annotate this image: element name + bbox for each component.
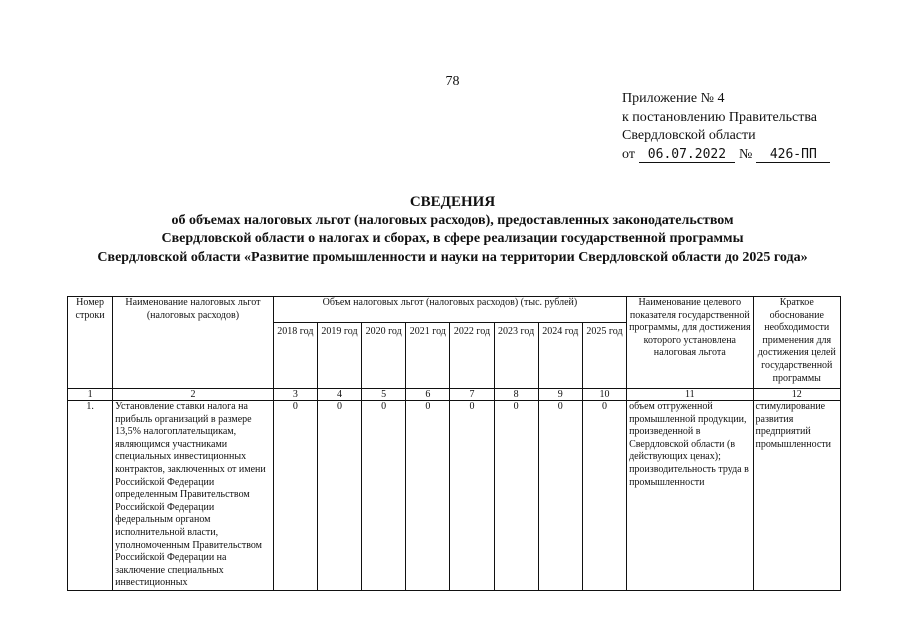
column-number-row: [68, 389, 841, 401]
header-year: 2021 год: [406, 323, 450, 389]
column-number: 4: [317, 389, 361, 401]
title-line-3: Свердловской области о налогах и сборах, в сфере реализации государственной программы: [161, 231, 744, 246]
header-row-number: Номер строки: [68, 297, 113, 389]
number-value: 426-ПП: [756, 148, 830, 163]
title-line-2: об объемах налоговых льгот (налоговых расходов), предоставленных законодательством: [171, 212, 734, 228]
page-number: 78: [445, 74, 460, 89]
year-value: 0: [273, 401, 317, 591]
header-name: Наименование налоговых льгот (налоговых расходов): [113, 297, 274, 389]
appendix-block: [622, 90, 830, 164]
column-number: 10: [582, 389, 626, 401]
appendix-line-2: к постановлению Правительства: [622, 109, 818, 125]
year-value: 0: [538, 401, 582, 591]
appendix-line-1: Приложение № 4: [622, 91, 725, 106]
title-line-1: СВЕДЕНИЯ: [409, 194, 496, 210]
column-number: 3: [273, 389, 317, 401]
header-year: 2023 год: [494, 323, 538, 389]
title-line-4: Свердловской области «Развитие промышленности и науки на территории Свердловской области до 2025 года»: [97, 249, 808, 265]
header-year: 2024 год: [538, 323, 582, 389]
header-year: 2025 год: [582, 323, 626, 389]
target-indicator: объем отгруженной промышленной продукции, произведенной в Свердловской области (в действующих ценах); производительность труда в промышленности: [627, 401, 753, 591]
column-number: 7: [450, 389, 494, 401]
date-prefix: от: [622, 146, 635, 162]
header-volume: Объем налоговых льгот (налоговых расходов) (тыс. рублей): [273, 297, 626, 323]
year-value: 0: [406, 401, 450, 591]
column-number: 12: [753, 389, 840, 401]
year-value: 0: [362, 401, 406, 591]
appendix-line-3: Свердловской области: [622, 128, 756, 143]
benefit-name: Установление ставки налога на прибыль организаций в размере 13,5% налогоплательщикам, являющимся участниками специальных инвестиционных контрактов, заключенных от имени Российской Федерации определенным Правительством Российской Федерации федеральным органом исполнительной власти, уполномоченным Правительством Российской Федерации на заключение специальных инвестиционных: [113, 401, 274, 591]
column-number: 2: [113, 389, 274, 401]
column-number: 1: [68, 389, 113, 401]
date-value: 06.07.2022: [639, 148, 735, 163]
column-number: 9: [538, 389, 582, 401]
year-value: 0: [450, 401, 494, 591]
header-justification: Краткое обоснование необходимости применения для достижения целей государственной программы: [753, 297, 840, 389]
table-row: [68, 401, 841, 591]
column-number: 6: [406, 389, 450, 401]
header-year: 2022 год: [450, 323, 494, 389]
header-year: 2019 год: [317, 323, 361, 389]
tax-benefits-table: [67, 296, 841, 591]
header-year: 2018 год: [273, 323, 317, 389]
year-value: 0: [582, 401, 626, 591]
header-indicator: Наименование целевого показателя государственной программы, для достижения которого установлена налоговая льгота: [627, 297, 753, 389]
column-number: 11: [627, 389, 753, 401]
year-value: 0: [494, 401, 538, 591]
document-title: [0, 193, 905, 267]
year-value: 0: [317, 401, 361, 591]
row-number: 1.: [68, 401, 113, 591]
column-number: 5: [362, 389, 406, 401]
justification: стимулирование развития предприятий промышленности: [753, 401, 840, 591]
header-year: 2020 год: [362, 323, 406, 389]
appendix-date-line: [622, 146, 830, 165]
column-number: 8: [494, 389, 538, 401]
number-prefix: №: [738, 146, 753, 162]
